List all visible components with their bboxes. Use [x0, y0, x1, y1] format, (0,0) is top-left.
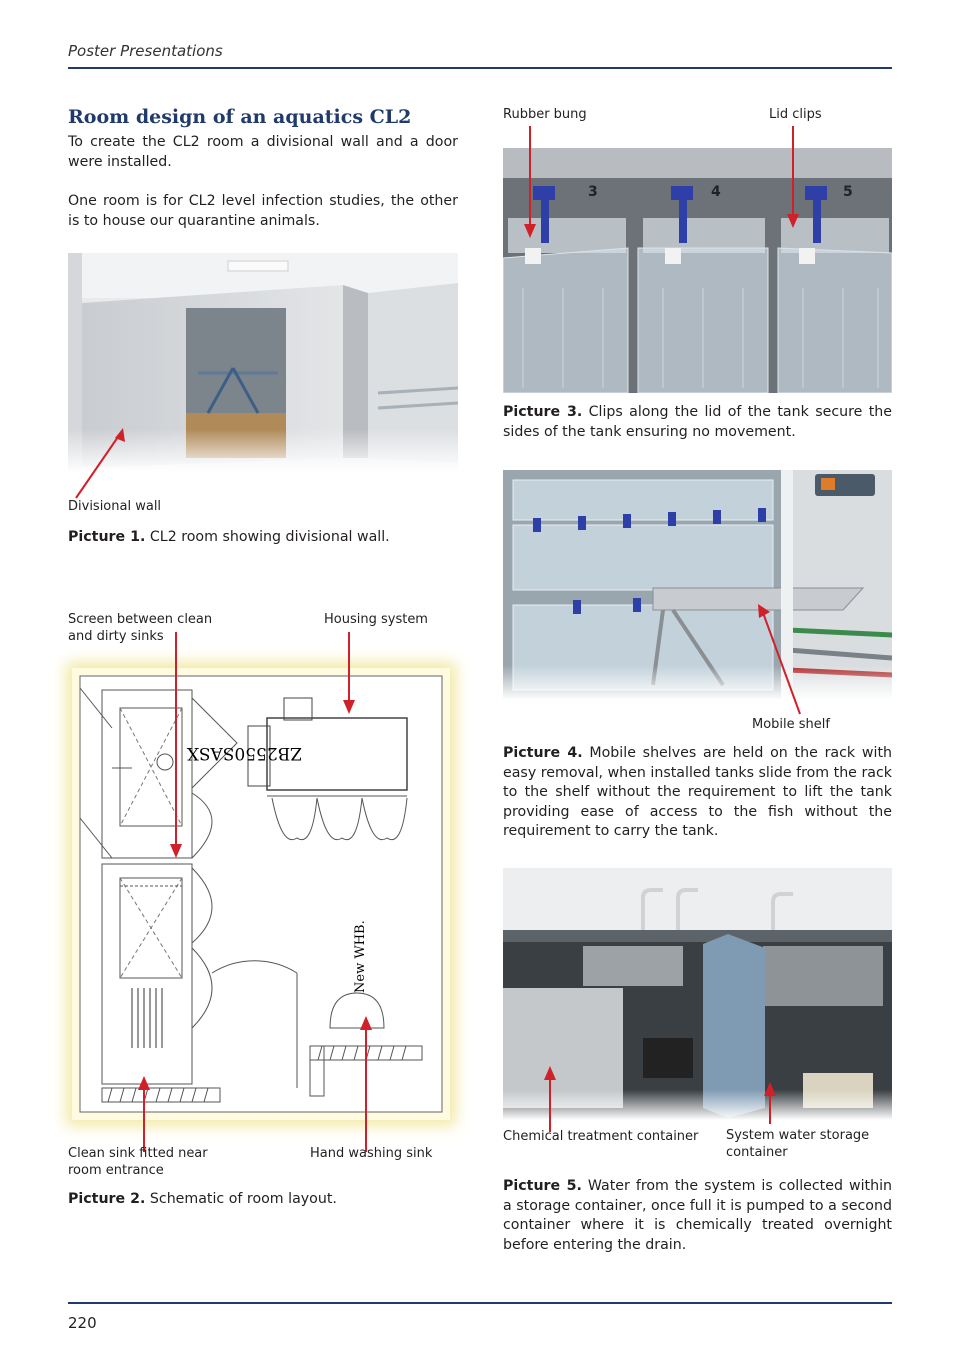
schematic-arrows: [150, 630, 370, 1150]
caption-picture-3-text: Clips along the lid of the tank secure the sides of the tank ensuring no movement.: [503, 404, 892, 440]
label-screen-between-sinks: Screen between clean and dirty sinks: [68, 612, 213, 644]
schematic-text-zb: ZB2550SASX: [186, 743, 302, 763]
caption-picture-2-text: Schematic of room layout.: [145, 1191, 337, 1207]
caption-picture-3-label: Picture 3.: [503, 404, 583, 420]
page-title: Room design of an aquatics CL2: [68, 106, 412, 128]
caption-picture-5-label: Picture 5.: [503, 1178, 582, 1194]
label-clean-sink: Clean sink fitted near room entrance: [68, 1146, 208, 1178]
caption-picture-4: [503, 744, 892, 842]
tank-number-3: 3: [588, 184, 598, 200]
mobile-shelf-illustration: [503, 470, 892, 700]
caption-picture-3: [503, 403, 892, 442]
section-header: Poster Presentations: [68, 42, 223, 60]
divisional-wall-arrow: [68, 420, 148, 500]
caption-picture-1-text: CL2 room showing divisional wall.: [145, 529, 390, 545]
tank-number-5: 5: [843, 184, 853, 200]
caption-picture-4-label: Picture 4.: [503, 745, 583, 761]
footer-rule: [68, 1302, 892, 1304]
label-divisional-wall: Divisional wall: [68, 499, 162, 514]
caption-picture-5-text: Water from the system is collected within a storage container, once full it is pumped to a second container where it is chemically treated overnight before entering the drain.: [503, 1178, 893, 1253]
label-system-water-storage: System water storage container: [726, 1128, 870, 1160]
caption-picture-5: [503, 1177, 892, 1255]
label-mobile-shelf: Mobile shelf: [752, 717, 830, 732]
label-hand-washing-sink: Hand washing sink: [310, 1146, 433, 1161]
label-chemical-treatment-container: Chemical treatment container: [503, 1129, 699, 1144]
intro-paragraph-2: One room is for CL2 level infection studies, the other is to house our quarantine animals.: [68, 193, 458, 229]
label-rubber-bung: Rubber bung: [503, 107, 587, 122]
tank-number-4: 4: [711, 184, 721, 200]
picture-4-photo: [503, 470, 892, 700]
intro-paragraph-1: To create the CL2 room a divisional wall and a door were installed.: [68, 134, 458, 170]
caption-picture-4-text: Mobile shelves are held on the rack with easy removal, when installed tanks slide from the rack to the shelf without the requirement to lift the tank providing ease of access to the fish without the requirement to carry the tank.: [503, 745, 892, 839]
page-number: 220: [68, 1314, 97, 1332]
caption-picture-2-label: Picture 2.: [68, 1191, 146, 1207]
hand-sink-arrow: [358, 1014, 378, 1154]
caption-picture-1: [68, 528, 458, 548]
label-lid-clips: Lid clips: [769, 107, 822, 122]
schematic-text-whb: New WHB.: [353, 920, 368, 993]
label-housing-system: Housing system: [324, 612, 428, 627]
caption-picture-1-label: Picture 1.: [68, 529, 146, 545]
mobile-shelf-arrow: [750, 596, 810, 716]
picture-5-arrows: [540, 1064, 780, 1134]
picture-3-arrows: [520, 124, 820, 244]
caption-picture-2: [68, 1190, 458, 1210]
header-rule: [68, 67, 892, 69]
clean-sink-arrow: [136, 1074, 156, 1154]
